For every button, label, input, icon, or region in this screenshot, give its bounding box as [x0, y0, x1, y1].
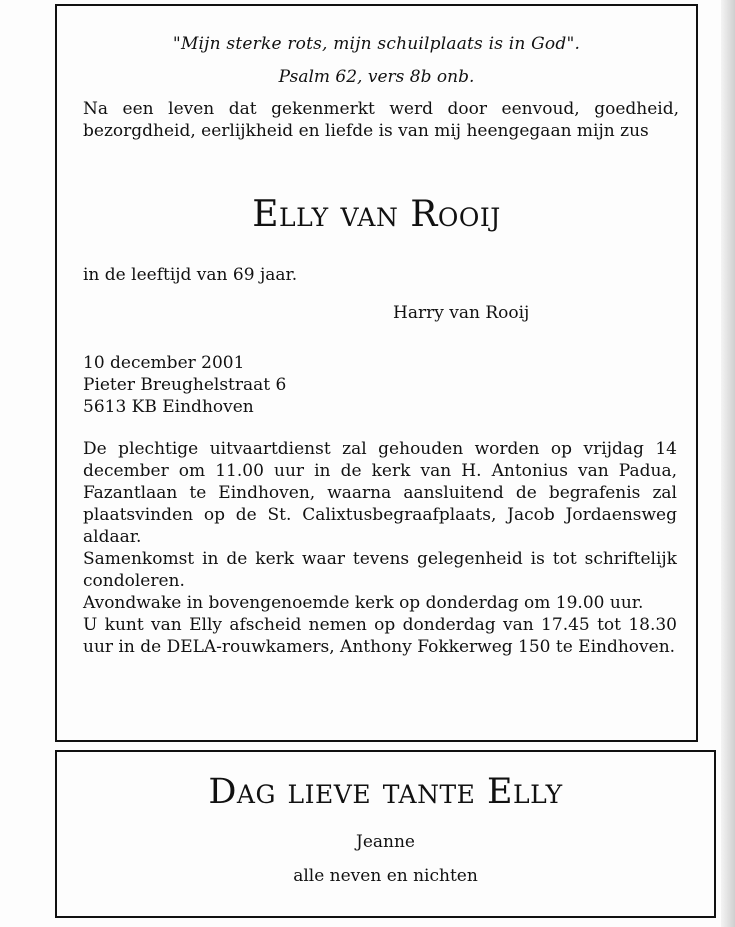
notice-date: 10 december 2001	[83, 353, 245, 373]
address-city: 5613 KB Eindhoven	[83, 397, 254, 417]
intro-paragraph: Na een leven dat gekenmerkt werd door eenvoud, goedheid, bezorgdheid, eerlijkheid en liefde is van mij heengegaan mijn zus	[83, 99, 679, 141]
deceased-name: Elly van Rooij	[252, 194, 501, 235]
address-block	[83, 352, 286, 418]
motto-quote: "Mijn sterke rots, mijn schuilplaats is in God".	[172, 34, 581, 54]
death-notice	[55, 4, 698, 742]
address-street: Pieter Breughelstraat 6	[83, 375, 287, 395]
farewell-title: Dag lieve tante Elly	[208, 772, 563, 812]
farewell-sender-1: Jeanne	[356, 832, 415, 852]
age-line: in de leeftijd van 69 jaar.	[83, 265, 298, 285]
farewell-sender-2: alle neven en nichten	[293, 866, 478, 886]
gathering-paragraph: Samenkomst in de kerk waar tevens gelegenheid is tot schriftelijk condoleren.	[83, 549, 677, 591]
viewing-paragraph: U kunt van Elly afscheid nemen op donderdag van 17.45 tot 18.30 uur in de DELA-rouwkamers, Anthony Fokkerweg 150 te Eindhoven.	[83, 615, 677, 657]
page-edge-shadow	[721, 0, 735, 927]
service-paragraph: De plechtige uitvaartdienst zal gehouden worden op vrijdag 14 december om 11.00 uur in de kerk van H. Antonius van Padua, Fazantlaan te Eindhoven, waarna aansluitend de begrafenis zal plaatsvinden op de St. Calixtusbegraafplaats, Jacob Jordaensweg aldaar.	[83, 439, 677, 547]
funeral-info	[83, 438, 677, 658]
farewell-notice	[55, 750, 716, 918]
signatory: Harry van Rooij	[393, 303, 530, 323]
scripture-reference: Psalm 62, vers 8b onb.	[278, 67, 475, 87]
vigil-paragraph: Avondwake in bovengenoemde kerk op donderdag om 19.00 uur.	[83, 593, 644, 613]
